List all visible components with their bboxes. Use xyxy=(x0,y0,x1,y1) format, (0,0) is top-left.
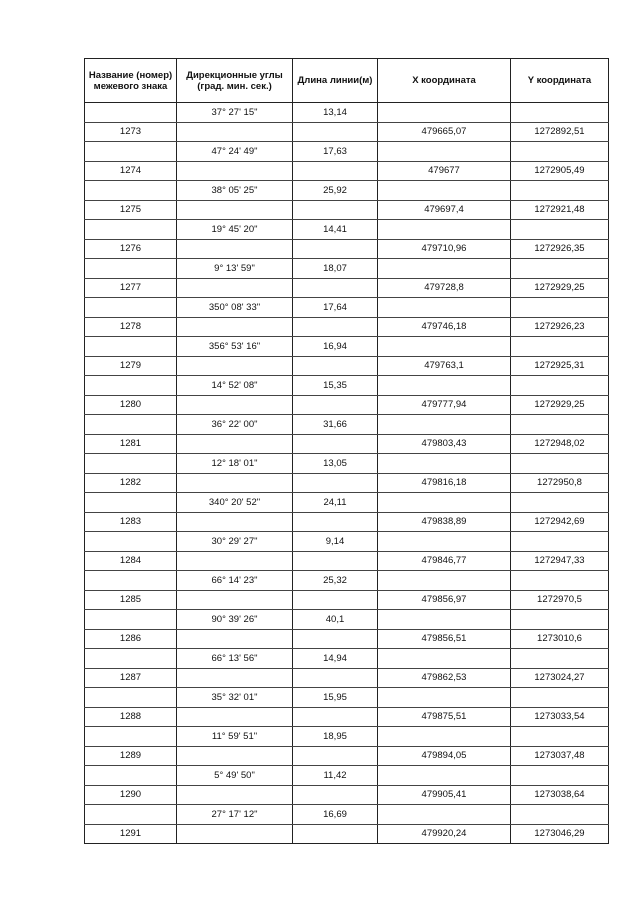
cell-directional-angle xyxy=(177,512,293,532)
cell-marker-name xyxy=(85,493,177,513)
cell-x-coordinate xyxy=(378,688,511,708)
cell-marker-name xyxy=(85,571,177,591)
table-body xyxy=(85,103,609,844)
table-row xyxy=(85,103,609,123)
cell-directional-angle: 37° 27' 15" xyxy=(177,103,293,123)
cell-x-coordinate: 479920,24 xyxy=(378,824,511,844)
table-header-row xyxy=(85,59,609,103)
cell-y-coordinate: 1273046,29 xyxy=(511,824,609,844)
cell-line-length xyxy=(293,512,378,532)
cell-directional-angle: 66° 14' 23" xyxy=(177,571,293,591)
cell-marker-name xyxy=(85,727,177,747)
cell-line-length xyxy=(293,746,378,766)
table-row xyxy=(85,571,609,591)
cell-x-coordinate xyxy=(378,220,511,240)
cell-y-coordinate xyxy=(511,220,609,240)
cell-x-coordinate xyxy=(378,415,511,435)
cell-x-coordinate: 479803,43 xyxy=(378,434,511,454)
cell-x-coordinate: 479728,8 xyxy=(378,278,511,298)
cell-line-length: 17,63 xyxy=(293,142,378,162)
cell-directional-angle: 5° 49' 50" xyxy=(177,766,293,786)
cell-line-length xyxy=(293,317,378,337)
cell-marker-name: 1275 xyxy=(85,200,177,220)
cell-x-coordinate: 479846,77 xyxy=(378,551,511,571)
cell-x-coordinate xyxy=(378,298,511,318)
cell-x-coordinate xyxy=(378,376,511,396)
table-row xyxy=(85,376,609,396)
cell-y-coordinate xyxy=(511,415,609,435)
cell-y-coordinate: 1273033,54 xyxy=(511,707,609,727)
cell-x-coordinate: 479862,53 xyxy=(378,668,511,688)
cell-marker-name xyxy=(85,220,177,240)
cell-line-length: 16,69 xyxy=(293,805,378,825)
cell-x-coordinate: 479710,96 xyxy=(378,239,511,259)
cell-x-coordinate: 479838,89 xyxy=(378,512,511,532)
cell-x-coordinate: 479856,51 xyxy=(378,629,511,649)
cell-y-coordinate xyxy=(511,181,609,201)
cell-y-coordinate: 1272970,5 xyxy=(511,590,609,610)
cell-y-coordinate xyxy=(511,766,609,786)
table-row xyxy=(85,317,609,337)
table-row xyxy=(85,512,609,532)
table-row xyxy=(85,356,609,376)
table-row xyxy=(85,239,609,259)
header-marker-name: Название (номер) межевого знака xyxy=(85,59,177,103)
cell-y-coordinate xyxy=(511,493,609,513)
table-row xyxy=(85,610,609,630)
cell-directional-angle xyxy=(177,473,293,493)
cell-line-length: 17,64 xyxy=(293,298,378,318)
table-row xyxy=(85,415,609,435)
cell-line-length: 18,95 xyxy=(293,727,378,747)
cell-directional-angle: 356° 53' 16" xyxy=(177,337,293,357)
table-row xyxy=(85,532,609,552)
cell-marker-name xyxy=(85,610,177,630)
header-directional-angles: Дирекционные углы (град. мин. сек.) xyxy=(177,59,293,103)
cell-line-length xyxy=(293,590,378,610)
cell-marker-name: 1279 xyxy=(85,356,177,376)
cell-marker-name: 1280 xyxy=(85,395,177,415)
cell-y-coordinate xyxy=(511,298,609,318)
table-row xyxy=(85,707,609,727)
cell-x-coordinate xyxy=(378,727,511,747)
cell-directional-angle xyxy=(177,629,293,649)
table-row xyxy=(85,181,609,201)
cell-marker-name xyxy=(85,649,177,669)
cell-line-length xyxy=(293,824,378,844)
cell-y-coordinate: 1273024,27 xyxy=(511,668,609,688)
cell-directional-angle: 9° 13' 59" xyxy=(177,259,293,279)
cell-y-coordinate: 1273037,48 xyxy=(511,746,609,766)
cell-x-coordinate xyxy=(378,493,511,513)
cell-directional-angle: 19° 45' 20" xyxy=(177,220,293,240)
coordinates-table xyxy=(84,58,609,844)
cell-marker-name xyxy=(85,454,177,474)
table-row xyxy=(85,766,609,786)
cell-y-coordinate xyxy=(511,532,609,552)
table-row xyxy=(85,259,609,279)
table-row xyxy=(85,493,609,513)
cell-line-length: 24,11 xyxy=(293,493,378,513)
cell-marker-name xyxy=(85,688,177,708)
cell-directional-angle: 30° 29' 27" xyxy=(177,532,293,552)
cell-marker-name: 1285 xyxy=(85,590,177,610)
cell-directional-angle xyxy=(177,356,293,376)
cell-directional-angle xyxy=(177,551,293,571)
cell-y-coordinate xyxy=(511,376,609,396)
cell-x-coordinate xyxy=(378,649,511,669)
cell-y-coordinate: 1272942,69 xyxy=(511,512,609,532)
cell-directional-angle: 350° 08' 33" xyxy=(177,298,293,318)
cell-marker-name: 1286 xyxy=(85,629,177,649)
cell-marker-name: 1282 xyxy=(85,473,177,493)
cell-x-coordinate: 479697,4 xyxy=(378,200,511,220)
table-row xyxy=(85,454,609,474)
cell-marker-name: 1287 xyxy=(85,668,177,688)
boundary-coordinates-document xyxy=(84,58,608,844)
cell-marker-name: 1291 xyxy=(85,824,177,844)
table-row xyxy=(85,727,609,747)
cell-y-coordinate xyxy=(511,649,609,669)
cell-directional-angle xyxy=(177,824,293,844)
cell-y-coordinate: 1272926,35 xyxy=(511,239,609,259)
cell-line-length: 31,66 xyxy=(293,415,378,435)
cell-x-coordinate xyxy=(378,181,511,201)
cell-marker-name xyxy=(85,337,177,357)
table-row xyxy=(85,200,609,220)
cell-marker-name: 1283 xyxy=(85,512,177,532)
cell-x-coordinate xyxy=(378,337,511,357)
cell-y-coordinate: 1272929,25 xyxy=(511,395,609,415)
cell-x-coordinate: 479665,07 xyxy=(378,122,511,142)
cell-line-length: 15,95 xyxy=(293,688,378,708)
cell-line-length: 9,14 xyxy=(293,532,378,552)
table-row xyxy=(85,785,609,805)
cell-line-length: 25,92 xyxy=(293,181,378,201)
cell-directional-angle: 47° 24' 49" xyxy=(177,142,293,162)
cell-marker-name: 1274 xyxy=(85,161,177,181)
table-row xyxy=(85,473,609,493)
cell-y-coordinate: 1272947,33 xyxy=(511,551,609,571)
cell-marker-name xyxy=(85,805,177,825)
table-row xyxy=(85,688,609,708)
cell-directional-angle xyxy=(177,668,293,688)
cell-directional-angle: 12° 18' 01" xyxy=(177,454,293,474)
cell-directional-angle: 35° 32' 01" xyxy=(177,688,293,708)
cell-x-coordinate xyxy=(378,142,511,162)
cell-x-coordinate: 479677 xyxy=(378,161,511,181)
cell-line-length: 40,1 xyxy=(293,610,378,630)
table-row xyxy=(85,337,609,357)
cell-x-coordinate: 479816,18 xyxy=(378,473,511,493)
cell-marker-name: 1278 xyxy=(85,317,177,337)
cell-line-length: 13,05 xyxy=(293,454,378,474)
cell-marker-name xyxy=(85,766,177,786)
table-row xyxy=(85,590,609,610)
table-row xyxy=(85,805,609,825)
cell-x-coordinate xyxy=(378,805,511,825)
cell-directional-angle xyxy=(177,590,293,610)
cell-directional-angle: 36° 22' 00" xyxy=(177,415,293,435)
cell-line-length xyxy=(293,629,378,649)
cell-marker-name: 1288 xyxy=(85,707,177,727)
header-x-coordinate: X координата xyxy=(378,59,511,103)
cell-directional-angle xyxy=(177,707,293,727)
cell-x-coordinate xyxy=(378,454,511,474)
cell-y-coordinate: 1272948,02 xyxy=(511,434,609,454)
cell-line-length xyxy=(293,707,378,727)
cell-x-coordinate xyxy=(378,571,511,591)
table-row xyxy=(85,824,609,844)
cell-marker-name: 1276 xyxy=(85,239,177,259)
cell-directional-angle xyxy=(177,239,293,259)
cell-marker-name: 1290 xyxy=(85,785,177,805)
header-line-length: Длина линии(м) xyxy=(293,59,378,103)
cell-line-length xyxy=(293,473,378,493)
cell-line-length: 11,42 xyxy=(293,766,378,786)
cell-marker-name xyxy=(85,376,177,396)
cell-directional-angle: 340° 20' 52" xyxy=(177,493,293,513)
cell-marker-name xyxy=(85,298,177,318)
table-row xyxy=(85,395,609,415)
cell-x-coordinate: 479905,41 xyxy=(378,785,511,805)
table-row xyxy=(85,434,609,454)
cell-x-coordinate: 479856,97 xyxy=(378,590,511,610)
cell-marker-name: 1289 xyxy=(85,746,177,766)
cell-line-length: 18,07 xyxy=(293,259,378,279)
cell-line-length xyxy=(293,122,378,142)
cell-line-length: 14,94 xyxy=(293,649,378,669)
cell-y-coordinate xyxy=(511,571,609,591)
cell-y-coordinate: 1272892,51 xyxy=(511,122,609,142)
cell-line-length xyxy=(293,200,378,220)
cell-x-coordinate: 479894,05 xyxy=(378,746,511,766)
cell-directional-angle xyxy=(177,785,293,805)
cell-x-coordinate: 479875,51 xyxy=(378,707,511,727)
table-row xyxy=(85,629,609,649)
cell-x-coordinate xyxy=(378,259,511,279)
cell-line-length: 16,94 xyxy=(293,337,378,357)
cell-y-coordinate xyxy=(511,337,609,357)
cell-y-coordinate xyxy=(511,805,609,825)
cell-directional-angle xyxy=(177,395,293,415)
cell-marker-name xyxy=(85,415,177,435)
cell-line-length xyxy=(293,239,378,259)
cell-y-coordinate xyxy=(511,259,609,279)
cell-marker-name xyxy=(85,142,177,162)
cell-y-coordinate xyxy=(511,688,609,708)
cell-line-length xyxy=(293,668,378,688)
table-row xyxy=(85,668,609,688)
cell-y-coordinate: 1273038,64 xyxy=(511,785,609,805)
cell-line-length xyxy=(293,551,378,571)
cell-directional-angle: 11° 59' 51" xyxy=(177,727,293,747)
cell-y-coordinate xyxy=(511,610,609,630)
cell-y-coordinate: 1272921,48 xyxy=(511,200,609,220)
table-row xyxy=(85,649,609,669)
cell-directional-angle xyxy=(177,317,293,337)
cell-marker-name: 1277 xyxy=(85,278,177,298)
cell-x-coordinate xyxy=(378,532,511,552)
cell-marker-name: 1273 xyxy=(85,122,177,142)
cell-directional-angle xyxy=(177,122,293,142)
cell-directional-angle: 27° 17' 12" xyxy=(177,805,293,825)
cell-y-coordinate xyxy=(511,727,609,747)
cell-marker-name: 1284 xyxy=(85,551,177,571)
cell-line-length xyxy=(293,356,378,376)
cell-line-length xyxy=(293,278,378,298)
cell-line-length xyxy=(293,395,378,415)
cell-y-coordinate: 1273010,6 xyxy=(511,629,609,649)
cell-marker-name: 1281 xyxy=(85,434,177,454)
cell-y-coordinate xyxy=(511,142,609,162)
cell-marker-name xyxy=(85,532,177,552)
cell-directional-angle xyxy=(177,161,293,181)
cell-y-coordinate xyxy=(511,103,609,123)
cell-y-coordinate xyxy=(511,454,609,474)
cell-line-length: 25,32 xyxy=(293,571,378,591)
cell-line-length xyxy=(293,161,378,181)
cell-directional-angle: 38° 05' 25" xyxy=(177,181,293,201)
cell-x-coordinate: 479746,18 xyxy=(378,317,511,337)
table-row xyxy=(85,161,609,181)
cell-directional-angle: 90° 39' 26" xyxy=(177,610,293,630)
table-row xyxy=(85,142,609,162)
cell-line-length xyxy=(293,785,378,805)
cell-line-length xyxy=(293,434,378,454)
table-row xyxy=(85,220,609,240)
cell-marker-name xyxy=(85,259,177,279)
cell-directional-angle xyxy=(177,434,293,454)
cell-directional-angle: 66° 13' 56" xyxy=(177,649,293,669)
cell-directional-angle xyxy=(177,746,293,766)
cell-y-coordinate: 1272905,49 xyxy=(511,161,609,181)
cell-x-coordinate: 479763,1 xyxy=(378,356,511,376)
header-y-coordinate: Y координата xyxy=(511,59,609,103)
cell-y-coordinate: 1272929,25 xyxy=(511,278,609,298)
cell-directional-angle xyxy=(177,200,293,220)
cell-x-coordinate xyxy=(378,103,511,123)
cell-x-coordinate xyxy=(378,610,511,630)
cell-directional-angle xyxy=(177,278,293,298)
table-row xyxy=(85,746,609,766)
table-row xyxy=(85,551,609,571)
cell-marker-name xyxy=(85,181,177,201)
table-row xyxy=(85,298,609,318)
cell-y-coordinate: 1272926,23 xyxy=(511,317,609,337)
cell-line-length: 15,35 xyxy=(293,376,378,396)
cell-line-length: 13,14 xyxy=(293,103,378,123)
cell-x-coordinate: 479777,94 xyxy=(378,395,511,415)
cell-y-coordinate: 1272925,31 xyxy=(511,356,609,376)
cell-y-coordinate: 1272950,8 xyxy=(511,473,609,493)
cell-line-length: 14,41 xyxy=(293,220,378,240)
table-row xyxy=(85,122,609,142)
cell-directional-angle: 14° 52' 08" xyxy=(177,376,293,396)
cell-x-coordinate xyxy=(378,766,511,786)
cell-marker-name xyxy=(85,103,177,123)
table-row xyxy=(85,278,609,298)
